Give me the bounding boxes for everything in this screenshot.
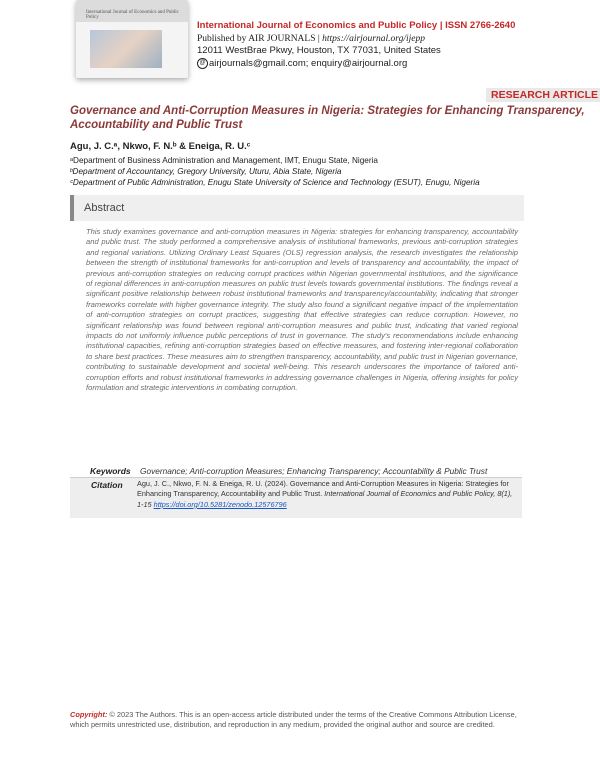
abstract-heading-box xyxy=(70,195,524,221)
article-title: Governance and Anti-Corruption Measures in Nigeria: Strategies for Enhancing Transparency, Accountability and Public Trust xyxy=(70,105,585,131)
affiliation-b: ᵇDepartment of Accountancy, Gregory University, Uturu, Abia State, Nigeria xyxy=(70,167,342,176)
affiliation-c: ᶜDepartment of Public Administration, Enugu State University of Science and Technology (ESUT), Enugu, Nigeria xyxy=(70,178,480,187)
journal-issn: ISSN 2766-2640 xyxy=(445,20,516,31)
affiliation-a: ᵃDepartment of Business Administration and Management, IMT, Enugu State, Nigeria xyxy=(70,156,378,165)
journal-cover-thumbnail xyxy=(76,0,188,78)
journal-header xyxy=(197,20,592,70)
abstract-heading: Abstract xyxy=(84,202,125,214)
copyright-text: © 2023 The Authors. This is an open-access article distributed under the terms of the Creative Commons Attribution License, which permits unrestricted use, distribution, and reproduction in any medium, provided the original author and source are credited. xyxy=(70,710,517,729)
citation-label: Citation xyxy=(91,480,123,490)
email-icon: @ xyxy=(197,58,208,69)
journal-url[interactable]: https://airjournal.org/ijepp xyxy=(322,33,425,44)
author-list: Agu, J. C.ᵃ, Nkwo, F. N.ᵇ & Eneiga, R. U.ᶜ xyxy=(70,141,251,152)
cover-image xyxy=(90,30,162,68)
keywords-label: Keywords xyxy=(90,466,131,476)
citation-text-block xyxy=(137,479,519,510)
copyright-notice xyxy=(70,710,530,730)
article-type-badge: RESEARCH ARTICLE xyxy=(486,88,600,102)
copyright-label: Copyright: xyxy=(70,710,108,719)
publisher-address: 12011 WestBrae Pkwy, Houston, TX 77031, United States xyxy=(197,45,441,56)
journal-name: International Journal of Economics and Public Policy | xyxy=(197,20,446,31)
publisher: Published by AIR JOURNALS | xyxy=(197,33,323,44)
citation-journal: International Journal of Economics and Public Policy, 8(1), 1-15 xyxy=(137,489,513,509)
citation-doi-link[interactable]: https://doi.org/10.5281/zenodo.12576796 xyxy=(153,499,287,509)
cover-title: International Journal of Economics and Public Policy xyxy=(86,10,179,20)
keywords-text: Governance; Anti-corruption Measures; Enhancing Transparency; Accountability & Public Trust xyxy=(140,466,488,476)
journal-email[interactable]: airjournals@gmail.com; enquiry@airjournal.org xyxy=(209,57,408,69)
citation-text: Agu, J. C., Nkwo, F. N. & Eneiga, R. U. (2024). Governance and Anti-Corruption Measures in Nigeria: Strategies for Enhancing Transparency, Accountability and Public Trust. xyxy=(137,479,509,499)
abstract-text: This study examines governance and anti-corruption measures in Nigeria: strategies for enhancing transparency, accountability and public trust. The study performed a comprehensive analysis of institutional frameworks, previous anti-corruption strategies and regional variations. Utilizing Ordinary Least Squares (OLS) regression analysis, the research investigates the relationship between the strength of institutional frameworks for anti-corruption and levels of transparency and accountability, the impact of previous anti-corruption strategies on reducing corrupt practices within Nigerian governmental institutions, and the significance of regional differences in anti-corruption measures on public trust levels towards governmental institutions. The findings reveal a significant positive relationship between robust institutional frameworks and transparency/accountability, indicating that stronger frameworks correlate with higher governance integrity. The study also found a significant negative impact of the implementation of anti-corruption strategies on corrupt practices, suggesting that effective strategies can reduce corruption. However, no significant relationship was found between regional anti-corruption measures and public trust, indicating that varied regional impacts do not uniformly influence public perceptions of trust in governance. The study's recommendations include enhancing institutional capacities, refining anti-corruption strategies based on effective measures, and fostering inter-regional collaboration to share best practices. These measures aim to strengthen transparency, accountability, and public trust in Nigerian governance, contributing to sustainable development and societal well-being. This research underscores the importance of tailored anti-corruption efforts and robust institutional frameworks in addressing governance challenges in Nigeria, offering insights for policy formulation and strategic interventions in combating corruption. xyxy=(86,227,518,393)
